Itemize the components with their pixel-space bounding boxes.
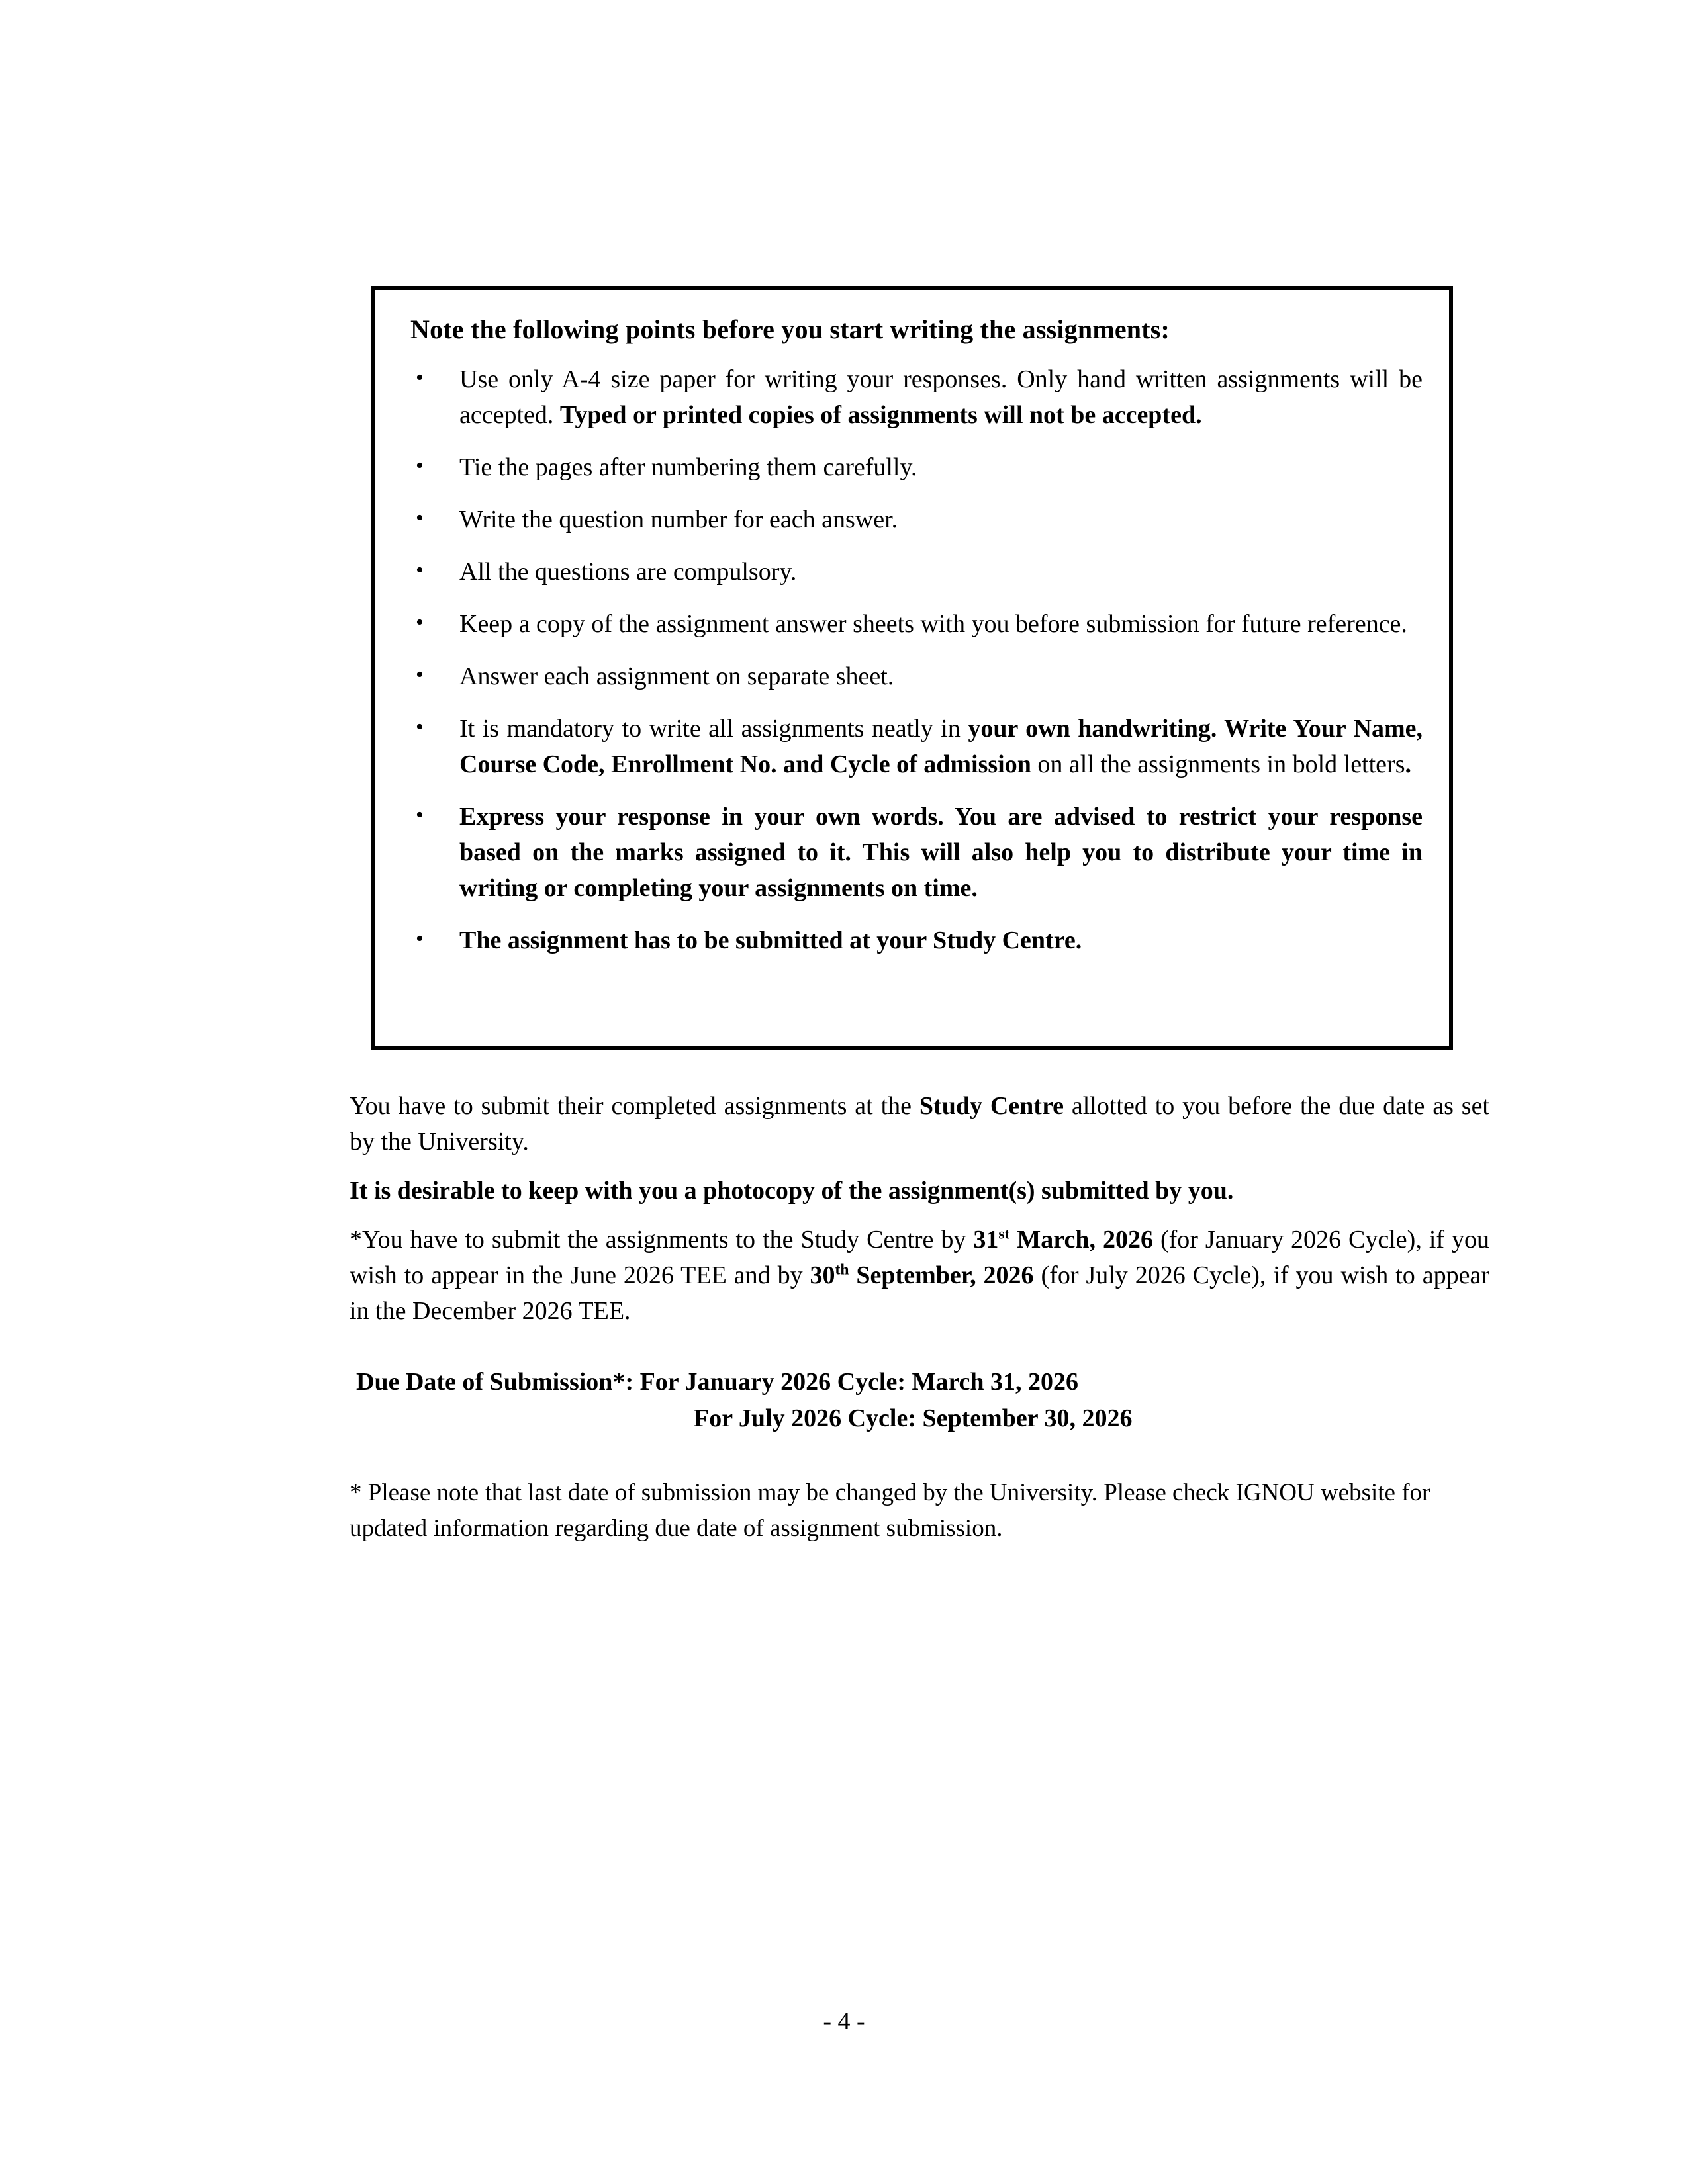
- paragraph-submit-segment-0: You have to submit their completed assignments at the: [350, 1092, 919, 1120]
- note-box-content: [375, 290, 1449, 959]
- bullet-point-icon: •: [416, 926, 424, 951]
- note-bullet-text-handwriting: [459, 711, 1423, 783]
- note-bullet-item-keep-copy: [401, 607, 1423, 643]
- note-bullet-keep-copy-segment-0: Keep a copy of the assignment answer sheets with you before submission for future reference.: [459, 610, 1407, 638]
- note-bullet-text-a4-paper: [459, 362, 1423, 433]
- note-bullet-text-separate-sheet: [459, 659, 1423, 695]
- note-box-heading: Note the following points before you start writing the assignments:: [410, 314, 1170, 344]
- note-bullet-handwriting-segment-0: It is mandatory to write all assignments neatly in: [459, 714, 968, 743]
- note-bullet-list: [401, 362, 1423, 958]
- note-box: [371, 286, 1453, 1050]
- paragraph-deadlines-segment-5: 30: [810, 1261, 835, 1289]
- note-bullet-text-write-question-number: [459, 502, 1423, 538]
- note-bullet-separate-sheet-segment-0: Answer each assignment on separate sheet.: [459, 662, 894, 690]
- paragraph-deadlines-segment-4: (for January 2026 Cycle), if you wish to appear in the June 2026 TEE and by: [350, 1225, 1490, 1289]
- note-bullet-handwriting-segment-2: on all the assignments in bold letters: [1031, 750, 1405, 778]
- paragraph-submit-assignments: [350, 1089, 1489, 1160]
- bullet-point-icon: •: [416, 714, 424, 739]
- paragraph-deadlines-segment-0: *You have to submit the assignments to the Study Centre by: [350, 1225, 974, 1253]
- bullet-point-icon: •: [416, 662, 424, 687]
- note-bullet-all-compulsory-segment-0: All the questions are compulsory.: [459, 558, 797, 586]
- paragraph-deadlines-segment-7: September, 2026: [849, 1261, 1034, 1289]
- paragraph-deadlines-segment-2: st: [998, 1225, 1010, 1243]
- note-bullet-handwriting-segment-1: your own handwriting. Write Your Name, Course Code, Enrollment No. and Cycle of admission: [459, 714, 1423, 778]
- paragraph-deadlines-segment-6: th: [835, 1261, 849, 1279]
- note-bullet-item-express-own-words: [401, 799, 1423, 907]
- note-bullet-a4-paper-segment-1: Typed or printed copies of assignments will not be accepted.: [559, 401, 1202, 430]
- body-text-area: [350, 1089, 1489, 1546]
- note-bullet-item-handwriting: [401, 711, 1423, 783]
- paragraph-deadlines-segment-8: (for July 2026 Cycle), if you wish to appear in the December 2026 TEE.: [350, 1261, 1489, 1325]
- note-bullet-text-tie-pages: [459, 450, 1423, 486]
- note-bullet-item-separate-sheet: [401, 659, 1423, 695]
- note-bullet-item-a4-paper: [401, 362, 1423, 433]
- note-bullet-item-all-compulsory: [401, 555, 1423, 590]
- note-bullet-write-question-number-segment-0: Write the question number for each answer.: [459, 506, 898, 534]
- bullet-point-icon: •: [416, 610, 424, 635]
- note-bullet-item-submit-study-centre: [401, 923, 1423, 959]
- paragraph-submission-deadlines: [350, 1222, 1489, 1330]
- due-date-of-submission: [350, 1364, 1489, 1437]
- note-bullet-tie-pages-segment-0: Tie the pages after numbering them carefully.: [459, 453, 917, 482]
- note-bullet-submit-study-centre-segment-0: The assignment has to be submitted at your Study Centre.: [459, 926, 1082, 954]
- note-bullet-text-submit-study-centre: [459, 923, 1423, 959]
- page-number: - 4 -: [823, 2007, 865, 2035]
- note-bullet-item-write-question-number: [401, 502, 1423, 538]
- bullet-point-icon: •: [416, 365, 424, 390]
- note-bullet-express-own-words-segment-0: Express your response in your own words. You are advised to restrict your response based on the marks assigned to it. This will also help you to distribute your time in writing or completing your assignments on time.: [459, 802, 1423, 902]
- bullet-point-icon: •: [416, 558, 424, 582]
- paragraph-submit-segment-1: Study Centre: [919, 1092, 1064, 1120]
- note-bullet-text-express-own-words: [459, 799, 1423, 907]
- note-bullet-text-keep-copy: [459, 607, 1423, 643]
- note-bullet-item-tie-pages: [401, 450, 1423, 486]
- due-date-july-cycle: For July 2026 Cycle: September 30, 2026: [694, 1404, 1133, 1432]
- paragraph-deadlines-segment-3: March, 2026: [1009, 1225, 1153, 1253]
- bullet-point-icon: •: [416, 506, 424, 531]
- due-date-january-cycle: Due Date of Submission*: For January 2026 Cycle: March 31, 2026: [356, 1367, 1079, 1396]
- note-bullet-handwriting-segment-3: .: [1405, 750, 1411, 778]
- paragraph-photocopy-advice: It is desirable to keep with you a photocopy of the assignment(s) submitted by you.: [350, 1176, 1234, 1205]
- footnote-last-date-notice: * Please note that last date of submission may be changed by the University. Please check IGNOU website for updated information regarding due date of assignment submission.: [350, 1479, 1430, 1542]
- paragraph-submit-segment-2: allotted to you before the due date as set by the University.: [350, 1092, 1489, 1156]
- bullet-point-icon: •: [416, 453, 424, 478]
- note-bullet-text-all-compulsory: [459, 555, 1423, 590]
- note-bullet-a4-paper-segment-0: Use only A-4 size paper for writing your responses. Only hand written assignments will be accepted.: [459, 365, 1423, 430]
- bullet-point-icon: •: [416, 802, 424, 827]
- paragraph-deadlines-segment-1: 31: [973, 1225, 999, 1253]
